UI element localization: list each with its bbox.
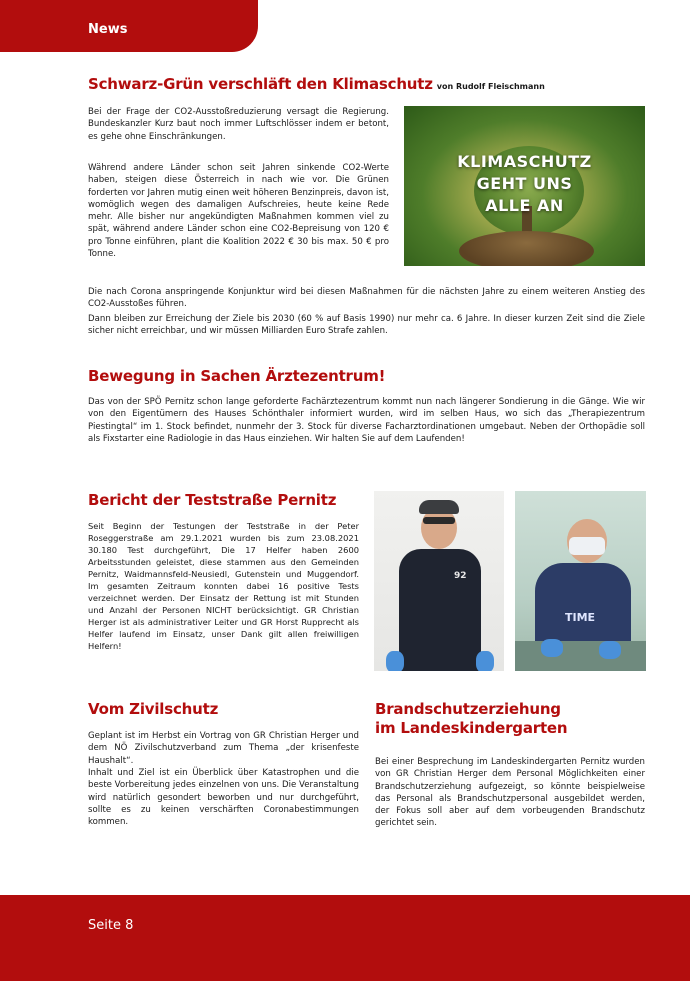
ground-globe-graphic	[459, 231, 594, 266]
table-surface	[515, 641, 646, 671]
person-glove	[599, 641, 621, 659]
article-paragraph: Geplant ist im Herbst ein Vortrag von GR Christian Herger und dem NÖ Zivilschutzverband zum Thema „der krisenfeste Haushalt“.	[88, 731, 359, 766]
article-byline: von Rudolf Fleischmann	[436, 82, 545, 91]
article-paragraph: Bei der Frage der CO2-Ausstoßreduzierung versagt die Regierung. Bundeskanzler Kurz baut noch immer Luftschlösser indem er betont, es gehe ohne Einschränkungen.	[88, 107, 389, 142]
person-glasses	[423, 517, 455, 524]
article-paragraph: Inhalt und Ziel ist ein Überblick über Katastrophen und die beste Vorbereitung jedes einzelnen von uns. Die Veranstaltung wird natürlich gesondert beworben und nur durchgeführt, sollte es zu keinen verschärften Coronabestimmungen kommen.	[88, 768, 360, 828]
page-footer	[0, 895, 690, 981]
article-title-line: Brandschutzerziehung	[375, 700, 561, 718]
article-title-zivilschutz: Vom Zivilschutz	[88, 700, 219, 718]
photo-helper-1	[374, 491, 504, 671]
klimaschutz-image	[404, 106, 645, 266]
article-title-brandschutz	[375, 700, 567, 738]
article-paragraph: Das von der SPÖ Pernitz schon lange geforderte Fachärztezentrum kommt nun nach längerer Sondierung in die Gänge. Wie wir von den Eigentümern des Hauses Schönthaler informiert wurden, wird im selben Haus, wo sich das „Therapiezentrum Piestingtal“ im 1. Stock befindet, nunmehr der 3. Stock für diverse Facharztordinationen umgebaut. Neben der Orthopädie soll als Fixstarter eine Radiologie in das Haus einziehen. Wir halten Sie auf dem Laufenden!	[88, 397, 645, 444]
person-glove	[476, 651, 494, 671]
photo-helper-2	[515, 491, 646, 671]
article-title-klimaschutz	[88, 75, 545, 93]
page-number: Seite 8	[88, 918, 134, 933]
image-text-line: KLIMASCHUTZ	[457, 152, 592, 171]
person-body	[399, 549, 481, 671]
section-header-tab	[0, 0, 258, 52]
article-title-line: im Landeskindergarten	[375, 719, 568, 737]
image-text-line: ALLE AN	[485, 196, 564, 215]
person-cap	[419, 500, 459, 514]
article-paragraph: Während andere Länder schon seit Jahren sinkende CO2-Werte haben, steigen diese Österreich in nach wie vor. Die Grünen forderten vor Jahren mutig einen weit höheren Benzinpreis, davon ist, womöglich wegen des damaligen Aufschreies, heute keine Rede mehr. Alle bisher nur angekündigten Maßnahmen kommen viel zu spät, während andere Länder schon eine CO2-Bepreisung von 120 € pro Tonne einführen, plant die Koalition 2022 € 30 bis max. 50 € pro Tonne.	[88, 163, 389, 260]
article-title-text: Schwarz-Grün verschläft den Klimaschutz	[88, 75, 433, 93]
person-face-mask	[569, 537, 605, 555]
article-paragraph: Bei einer Besprechung im Landeskindergarten Pernitz wurden von GR Christian Herger dem Personal Möglichkeiten einer Brandschutzerziehung aufgezeigt, so könnte beispielweise das Personal als Brandschutzpersonal ausgebildet werden, der Fokus soll aber auf dem vorbeugenden Brandschutz gerichtet sein.	[375, 757, 645, 829]
article-title-teststrasse: Bericht der Teststraße Pernitz	[88, 491, 337, 509]
image-text-line: GEHT UNS	[476, 174, 573, 193]
article-paragraph: Die nach Corona anspringende Konjunktur wird bei diesen Maßnahmen für die nächsten Jahre zu einem weiteren Anstieg des CO2-Ausstoßes führen.	[88, 287, 645, 310]
person-glove	[386, 651, 404, 671]
shirt-print: TIME	[565, 611, 596, 624]
shirt-print: 92	[454, 571, 467, 581]
section-label: News	[88, 22, 128, 37]
article-paragraph: Dann bleiben zur Erreichung der Ziele bis 2030 (60 % auf Basis 1990) nur mehr ca. 6 Jahre. In dieser kurzen Zeit sind die Ziele sicher nicht erreichbar, und wir müssen Milliarden Euro Strafe zahlen.	[88, 314, 645, 337]
article-paragraph: Seit Beginn der Testungen der Teststraße in der Peter Roseggerstraße am 29.1.2021 wurden bis zum 23.08.2021 30.180 Test durchgeführt, Die 17 Helfer haben 2600 Arbeitsstunden geleistet, diese stammen aus den Gemeinden Pernitz, Waidmannsfeld-Neusiedl, Gutenstein und Muggendorf. Im gesamten Zeitraum konnten dabei 16 positive Tests verzeichnet werden. Der Einsatz der Rettung ist mit Stunden und Anzahl der Personen NICHT berücksichtigt. GR Christian Herger ist als administrativer Leiter und GR Horst Rupprecht als Helfer laufend im Einsatz, unser Dank gilt allen freiwilligen Helfern!	[88, 521, 359, 651]
article-title-aerztezentrum: Bewegung in Sachen Ärztezentrum!	[88, 367, 386, 385]
person-glove	[541, 639, 563, 657]
